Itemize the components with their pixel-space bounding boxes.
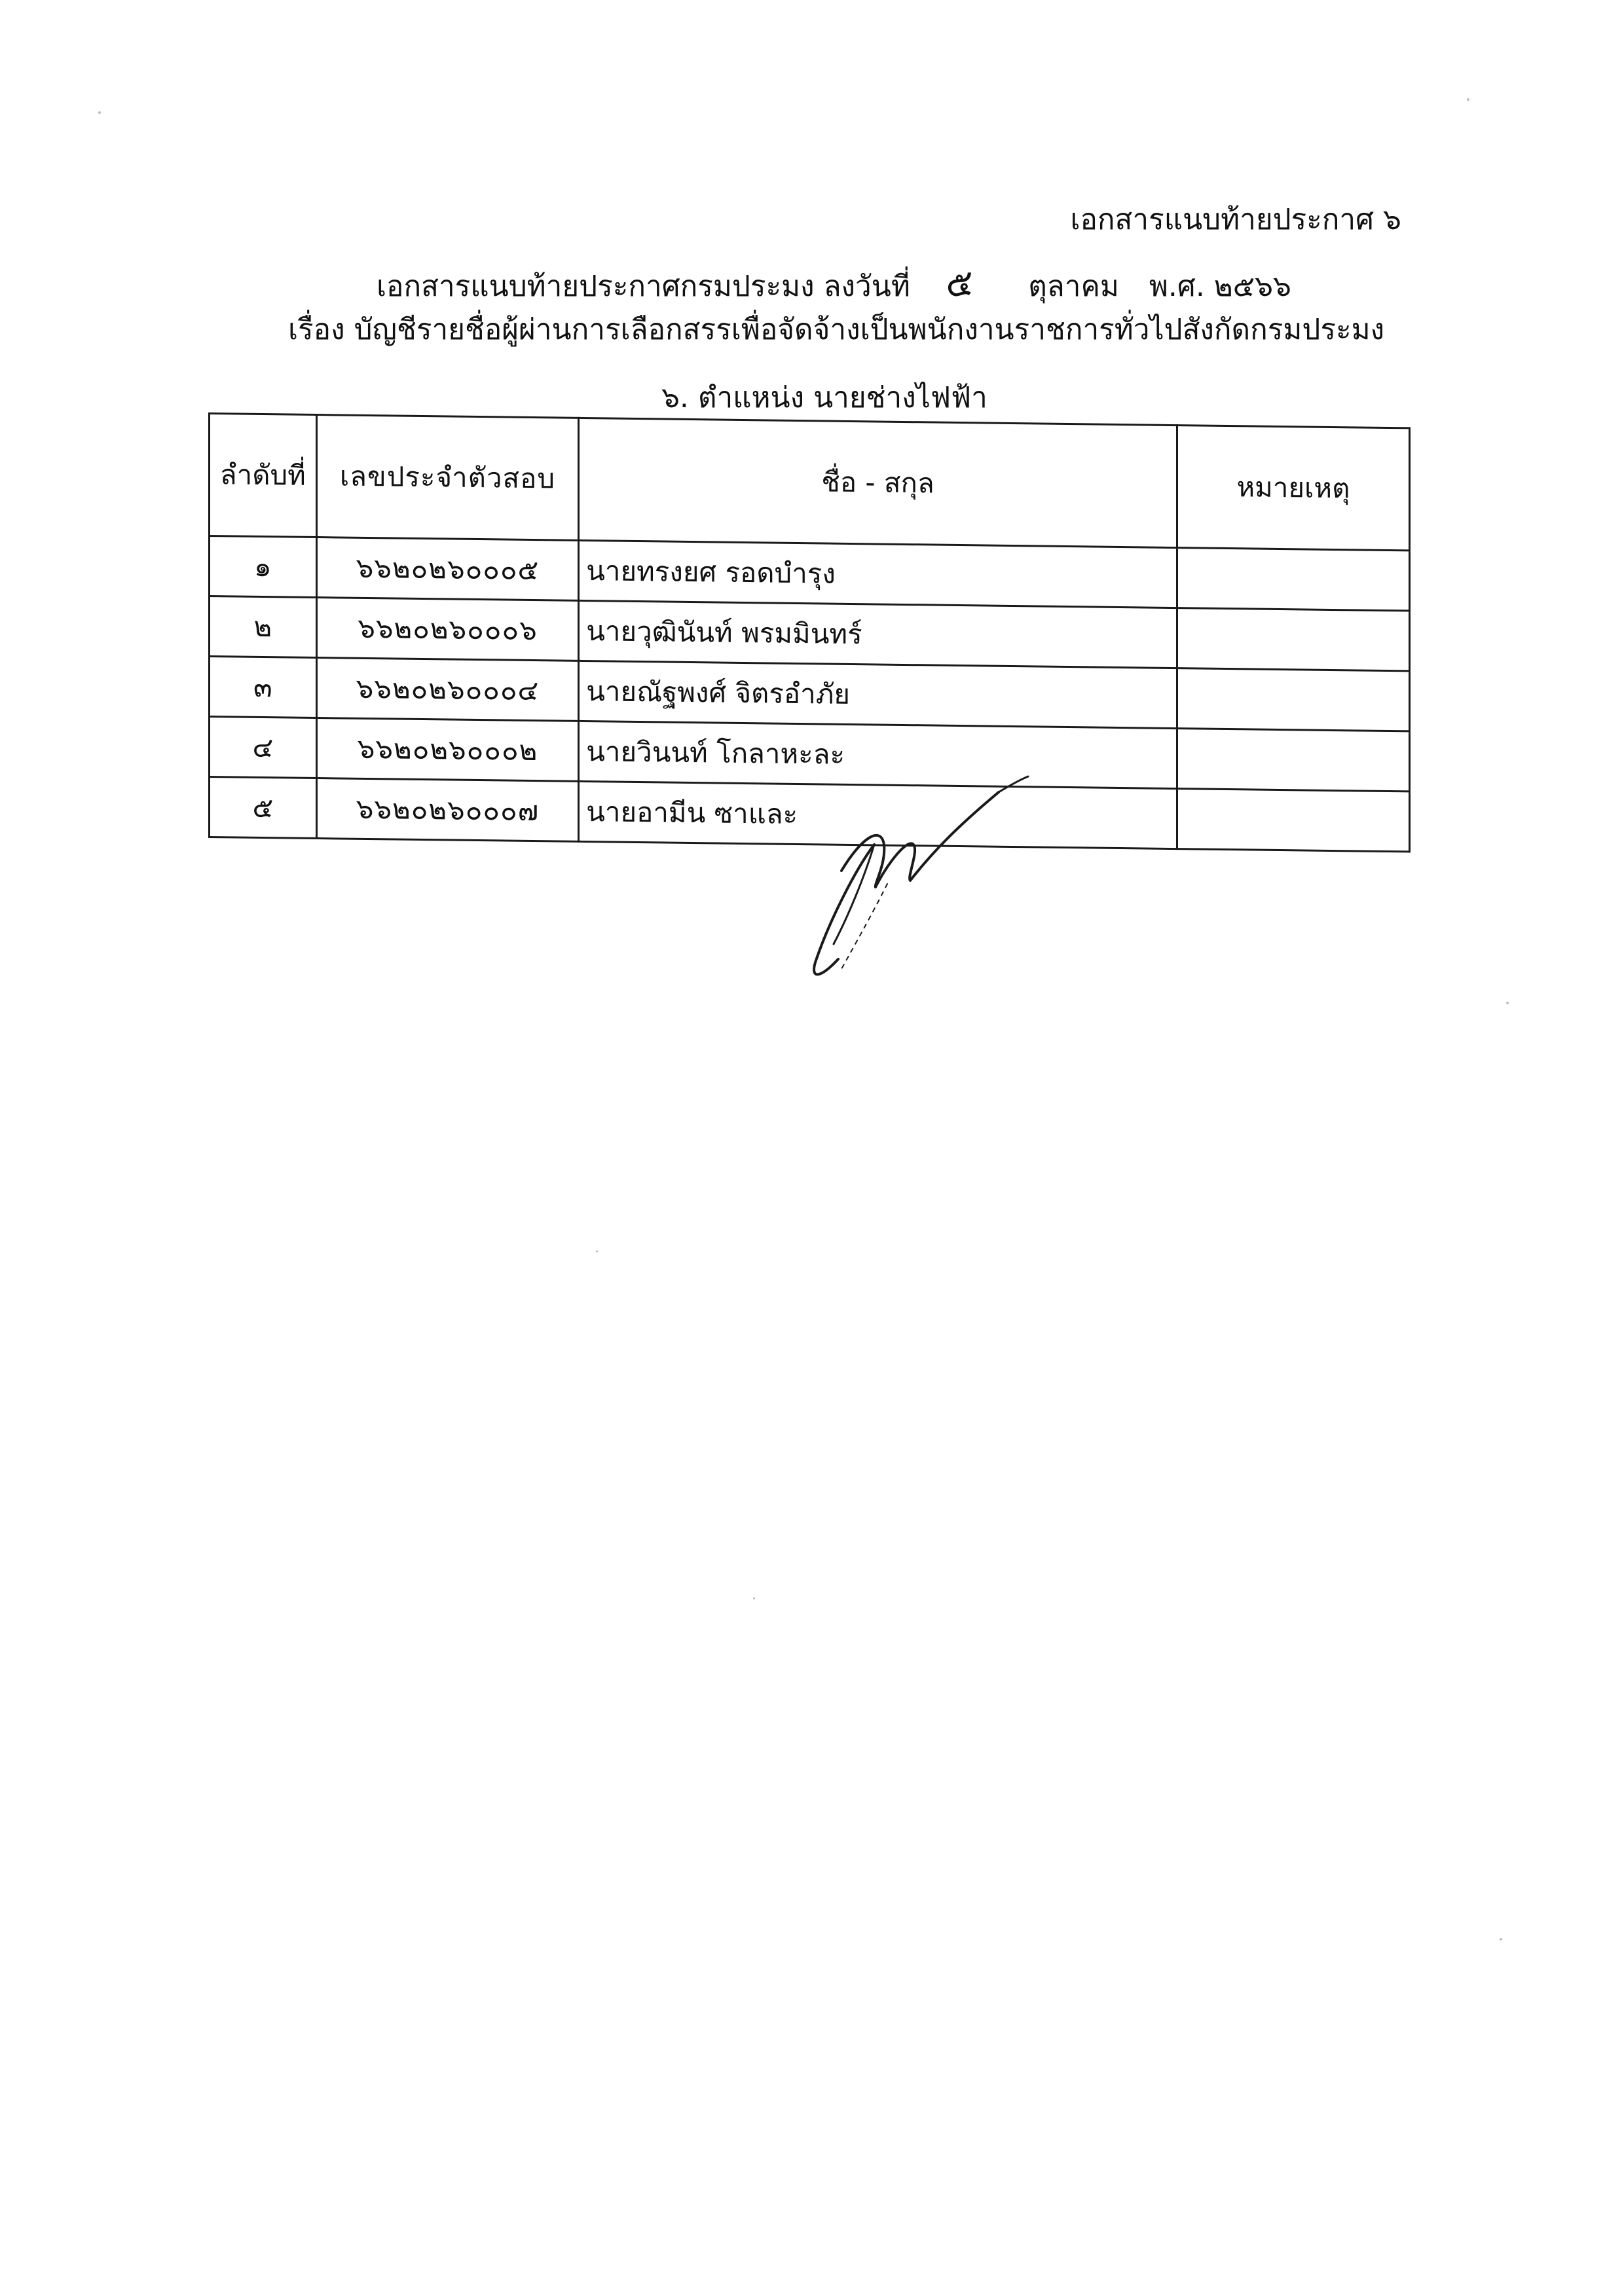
scan-speck: [1500, 1938, 1502, 1941]
scan-speck: [596, 1250, 598, 1252]
table-header-row: [210, 414, 1410, 551]
cell-exam-id: ๖๖๒๐๒๖๐๐๐๗: [316, 778, 578, 842]
cell-full-name: นายวินนท์ โกลาหะละ: [579, 721, 1177, 788]
heading-month: ตุลาคม: [1028, 270, 1119, 303]
document-subject: เรื่อง บัญชีรายชื่อผู้ผ่านการเลือกสรรเพื่อจัดจ้างเป็นพนักงานราชการทั่วไปสังกัดกรมประมง: [288, 313, 1385, 346]
cell-exam-id: ๖๖๒๐๒๖๐๐๐๒: [316, 718, 578, 782]
cell-exam-id: ๖๖๒๐๒๖๐๐๐๔: [316, 658, 578, 721]
scan-speck: [753, 1597, 755, 1599]
position-title: ๖. ตำแหน่ง นายช่างไฟฟ้า: [661, 381, 987, 414]
column-header-order: ลำดับที่: [210, 414, 317, 538]
cell-full-name: นายทรงยศ รอดบำรุง: [579, 540, 1177, 608]
scan-speck: [1506, 1002, 1509, 1004]
column-header-exam-id: เลขประจำตัวสอบ: [316, 415, 578, 541]
scan-speck: [98, 111, 101, 114]
cell-order: ๓: [210, 657, 317, 718]
cell-order: ๕: [210, 777, 317, 839]
document-heading: [377, 254, 1291, 312]
cell-full-name: นายอามีน ซาและ: [579, 781, 1177, 848]
table-header: [210, 414, 1410, 551]
cell-full-name: นายวุฒินันท์ พรมมินทร์: [579, 600, 1177, 668]
cell-remark: [1177, 548, 1409, 611]
handwritten-signature-icon: [802, 773, 1064, 995]
cell-exam-id: ๖๖๒๐๒๖๐๐๐๕: [316, 538, 578, 601]
handwritten-day: ๕: [944, 261, 975, 306]
heading-prefix: เอกสารแนบท้ายประกาศกรมประมง ลงวันที่: [377, 270, 910, 303]
cell-order: ๔: [210, 717, 317, 778]
cell-exam-id: ๖๖๒๐๒๖๐๐๐๖: [316, 598, 578, 661]
cell-order: ๒: [210, 596, 317, 658]
cell-full-name: นายณัฐพงศ์ จิตรอำภัย: [579, 661, 1177, 728]
cell-remark: [1177, 789, 1409, 852]
cell-remark: [1177, 608, 1409, 671]
column-header-remark: หมายเหตุ: [1177, 426, 1409, 551]
heading-year: พ.ศ. ๒๕๖๖: [1149, 270, 1291, 303]
cell-remark: [1177, 668, 1409, 731]
cell-order: ๑: [210, 536, 317, 598]
cell-remark: [1177, 729, 1409, 792]
column-header-full-name: ชื่อ - สกุล: [579, 418, 1177, 547]
annex-label: เอกสารแนบท้ายประกาศ ๖: [1070, 203, 1401, 236]
scan-speck: [1467, 98, 1469, 101]
